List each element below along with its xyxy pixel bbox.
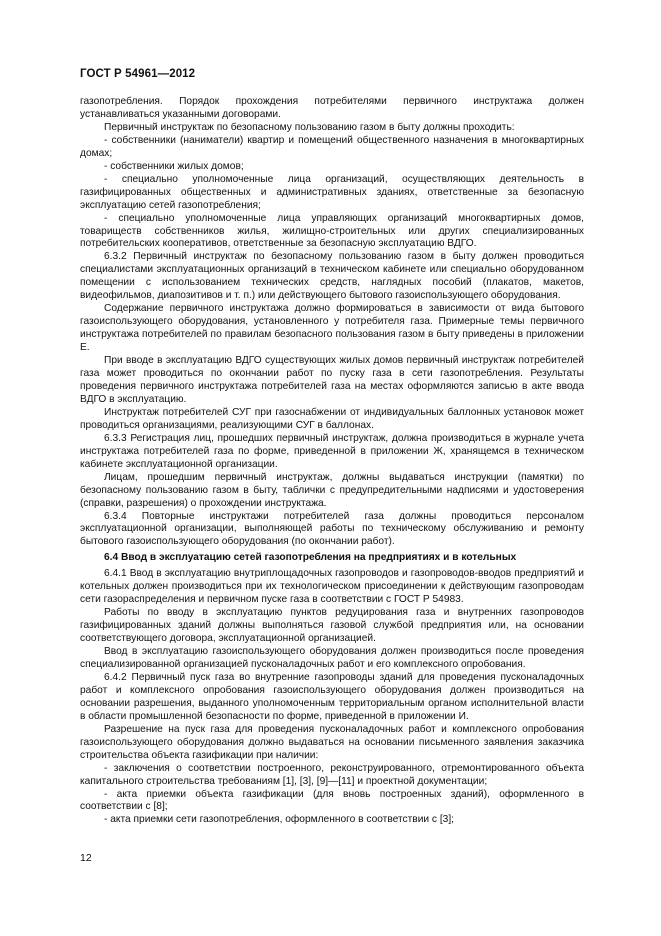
paragraph: Разрешение на пуск газа для проведения пусконаладочных работ и комплексного опробования газоиспользующего оборудования должно выдаваться на основании письменного заявления заказчика строительства объекта газификации при наличии: [80, 723, 584, 761]
paragraph: Первичный инструктаж по безопасному пользованию газом в быту должны проходить: [104, 121, 515, 133]
list-item: - заключения о соответствии построенного, реконструированного, отремонтированного объекта капитального строительства требованиям [1], [3], [9]—[11] и проектной документации; [80, 762, 584, 787]
standard-header: ГОСТ Р 54961—2012 [80, 68, 196, 80]
list-item: - собственники (наниматели) квартир и помещений общественного назначения в многоквартирных домах; [80, 134, 584, 159]
clause-6-4-1: 6.4.1 Ввод в эксплуатацию внутриплощадочных газопроводов и газопроводов-вводов предприятий и котельных должен производиться при их технологическом присоединении к действующим газопроводам сети газораспределения и первичном пуске газа в соответствии с ГОСТ Р 54983. [80, 568, 584, 606]
list-item: - собственники жилых домов; [104, 160, 244, 172]
paragraph: При вводе в эксплуатацию ВДГО существующих жилых домов первичный инструктаж потребителей газа может проводиться по окончании работ по пуску газа в сети газопотребления. Результаты проведения первичного инструктажа потребителей газа на местах оформляются записью в акте ввода ВДГО в эксплуатацию. [80, 355, 584, 405]
paragraph: Ввод в эксплуатацию газоиспользующего оборудования должен производиться после проведения специализированной организацией пусконаладочных работ и его комплексного опробования. [80, 646, 584, 670]
clause-6-3-2: 6.3.2 Первичный инструктаж по безопасному пользованию газом в быту должен проводиться специалистами эксплуатационных организаций в техническом кабинете или специально оборудованном помещении с использованием технических средств, наглядных пособий (плакатов, макетов, видеофильмов, диапозитивов и т. п.) или действующего бытового газоиспользующего оборудования. [80, 251, 584, 302]
body-text [80, 96, 584, 827]
list-item: - специально уполномоченные лица организаций, осуществляющих деятельность в газифицированных общественных и административных зданиях, ответственные за безопасную эксплуатацию сетей газопотребления; [80, 173, 584, 211]
paragraph: Лицам, прошедшим первичный инструктаж, должны выдаваться инструкции (памятки) по безопасному пользованию газом в быту, таблички с предупредительными надписями и удостоверения (справки, разрешения) о прохождении инструктажа. [80, 471, 584, 509]
page-number: 12 [80, 852, 92, 864]
section-heading-6-4: 6.4 Ввод в эксплуатацию сетей газопотребления на предприятиях и в котельных [104, 552, 517, 564]
paragraph: Работы по вводу в эксплуатацию пунктов редуцирования газа и внутренних газопроводов газифицированных зданий должны выполняться газовой службой предприятия или, на основании соответствующего договора, эксплуатационной организацией. [80, 607, 584, 645]
paragraph: Содержание первичного инструктажа должно формироваться в зависимости от вида бытового газоиспользующего оборудования, установленного у потребителя газа. Примерные темы первичного инструктажа потребителей по правилам безопасного пользования газом в быту приведены в приложении Е. [80, 303, 584, 354]
clause-6-3-4: 6.3.4 Повторные инструктажи потребителей газа должны проводиться персоналом эксплуатационной организации, выполняющей работы по техническому обслуживанию и ремонту бытового газоиспользующего оборудования (по окончании работ). [80, 510, 584, 548]
clause-6-3-3: 6.3.3 Регистрация лиц, прошедших первичный инструктаж, должна производиться в журнале учета инструктажа потребителей газа по форме, приведенной в приложении Ж, хранящемся в техническом кабинете эксплуатационной организации. [80, 432, 584, 470]
list-item: - акта приемки объекта газификации (для вновь построенных зданий), оформленного в соответствии с [8]; [80, 788, 584, 813]
clause-6-4-2: 6.4.2 Первичный пуск газа во внутренние газопроводы зданий для проведения пусконаладочных работ и комплексного опробования газоиспользующего оборудования должен производиться на основании разрешения, выданного уполномоченным территориальным органом исполнительной власти в области промышленной безопасности по форме, приведенной в приложении И. [80, 671, 584, 722]
list-item: - акта приемки сети газопотребления, оформленного в соответствии с [3]; [104, 814, 454, 826]
paragraph: газопотребления. Порядок прохождения потребителями первичного инструктажа должен устанавливаться указанными договорами. [80, 96, 584, 120]
paragraph: Инструктаж потребителей СУГ при газоснабжении от индивидуальных баллонных установок может проводиться организациями, реализующими СУГ в баллонах. [80, 406, 584, 431]
list-item: - специально уполномоченные лица управляющих организаций многоквартирных домов, товариществ собственников жилья, жилищно-строительных или других специализированных потребительских кооперативов, ответственные за безопасную эксплуатацию ВДГО. [80, 212, 584, 250]
